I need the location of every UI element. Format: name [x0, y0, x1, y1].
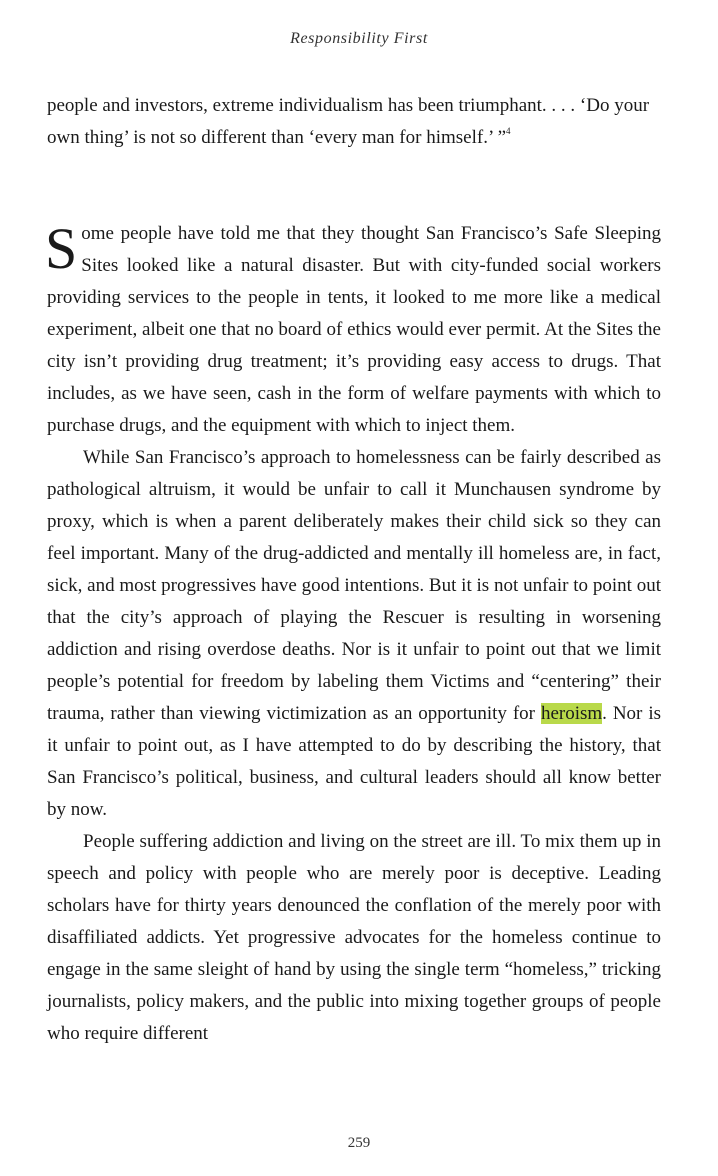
paragraph-1-text: ome people have told me that they thought San Francisco’s Safe Sleeping Sites looked like a natural disaster. But with city-funded social workers providing services to the people in tents, it looked to me more like a medical experiment, albeit one that no board of ethics would ever permit. At the Sites the city isn’t providing drug treatment; it’s providing easy access to drugs. That includes, as we have seen, cash in the form of welfare payments with which to purchase drugs, and the equipment with which to inject them.: [47, 223, 661, 436]
quote-continuation: [47, 90, 661, 154]
endnote-reference: 4: [506, 126, 511, 136]
drop-cap: S: [45, 216, 78, 281]
paragraph-2-text-after: . Nor is it unfair to point out, as I have attempted to do by describing the history, that San Francisco’s political, business, and cultural leaders should all know better by now.: [47, 703, 661, 820]
paragraph-1: [47, 218, 661, 442]
highlighted-word[interactable]: heroism: [540, 703, 603, 724]
page-number: 259: [347, 1135, 371, 1151]
running-head: Responsibility First: [290, 30, 428, 47]
main-text: [47, 218, 661, 1050]
quote-text: people and investors, extreme individualism has been triumphant. . . . ‘Do your own thing’ is not so different than ‘every man for himself.’ ”: [47, 95, 650, 148]
paragraph-3: [47, 826, 661, 1050]
paragraph-3-text: People suffering addiction and living on the street are ill. To mix them up in speech and policy with people who are merely poor is deceptive. Leading scholars have for thirty years denounced the conflation of the merely poor with disaffiliated addicts. Yet progressive advocates for the homeless continue to engage in the same sleight of hand by using the single term “homeless,” tricking journalists, policy makers, and the public into mixing together groups of people who require different: [47, 831, 661, 1044]
paragraph-2: [47, 442, 661, 826]
paragraph-2-text-before: While San Francisco’s approach to homelessness can be fairly described as pathological altruism, it would be unfair to call it Munchausen syndrome by proxy, which is when a parent deliberately makes their child sick so they can feel important. Many of the drug-addicted and mentally ill homeless are, in fact, sick, and most progressives have good intentions. But it is not unfair to point out that the city’s approach of playing the Rescuer is resulting in worsening addiction and rising overdose deaths. Nor is it unfair to point out that we limit people’s potential for freedom by labeling them Victims and “centering” their trauma, rather than viewing victimization as an opportunity for: [47, 447, 661, 724]
